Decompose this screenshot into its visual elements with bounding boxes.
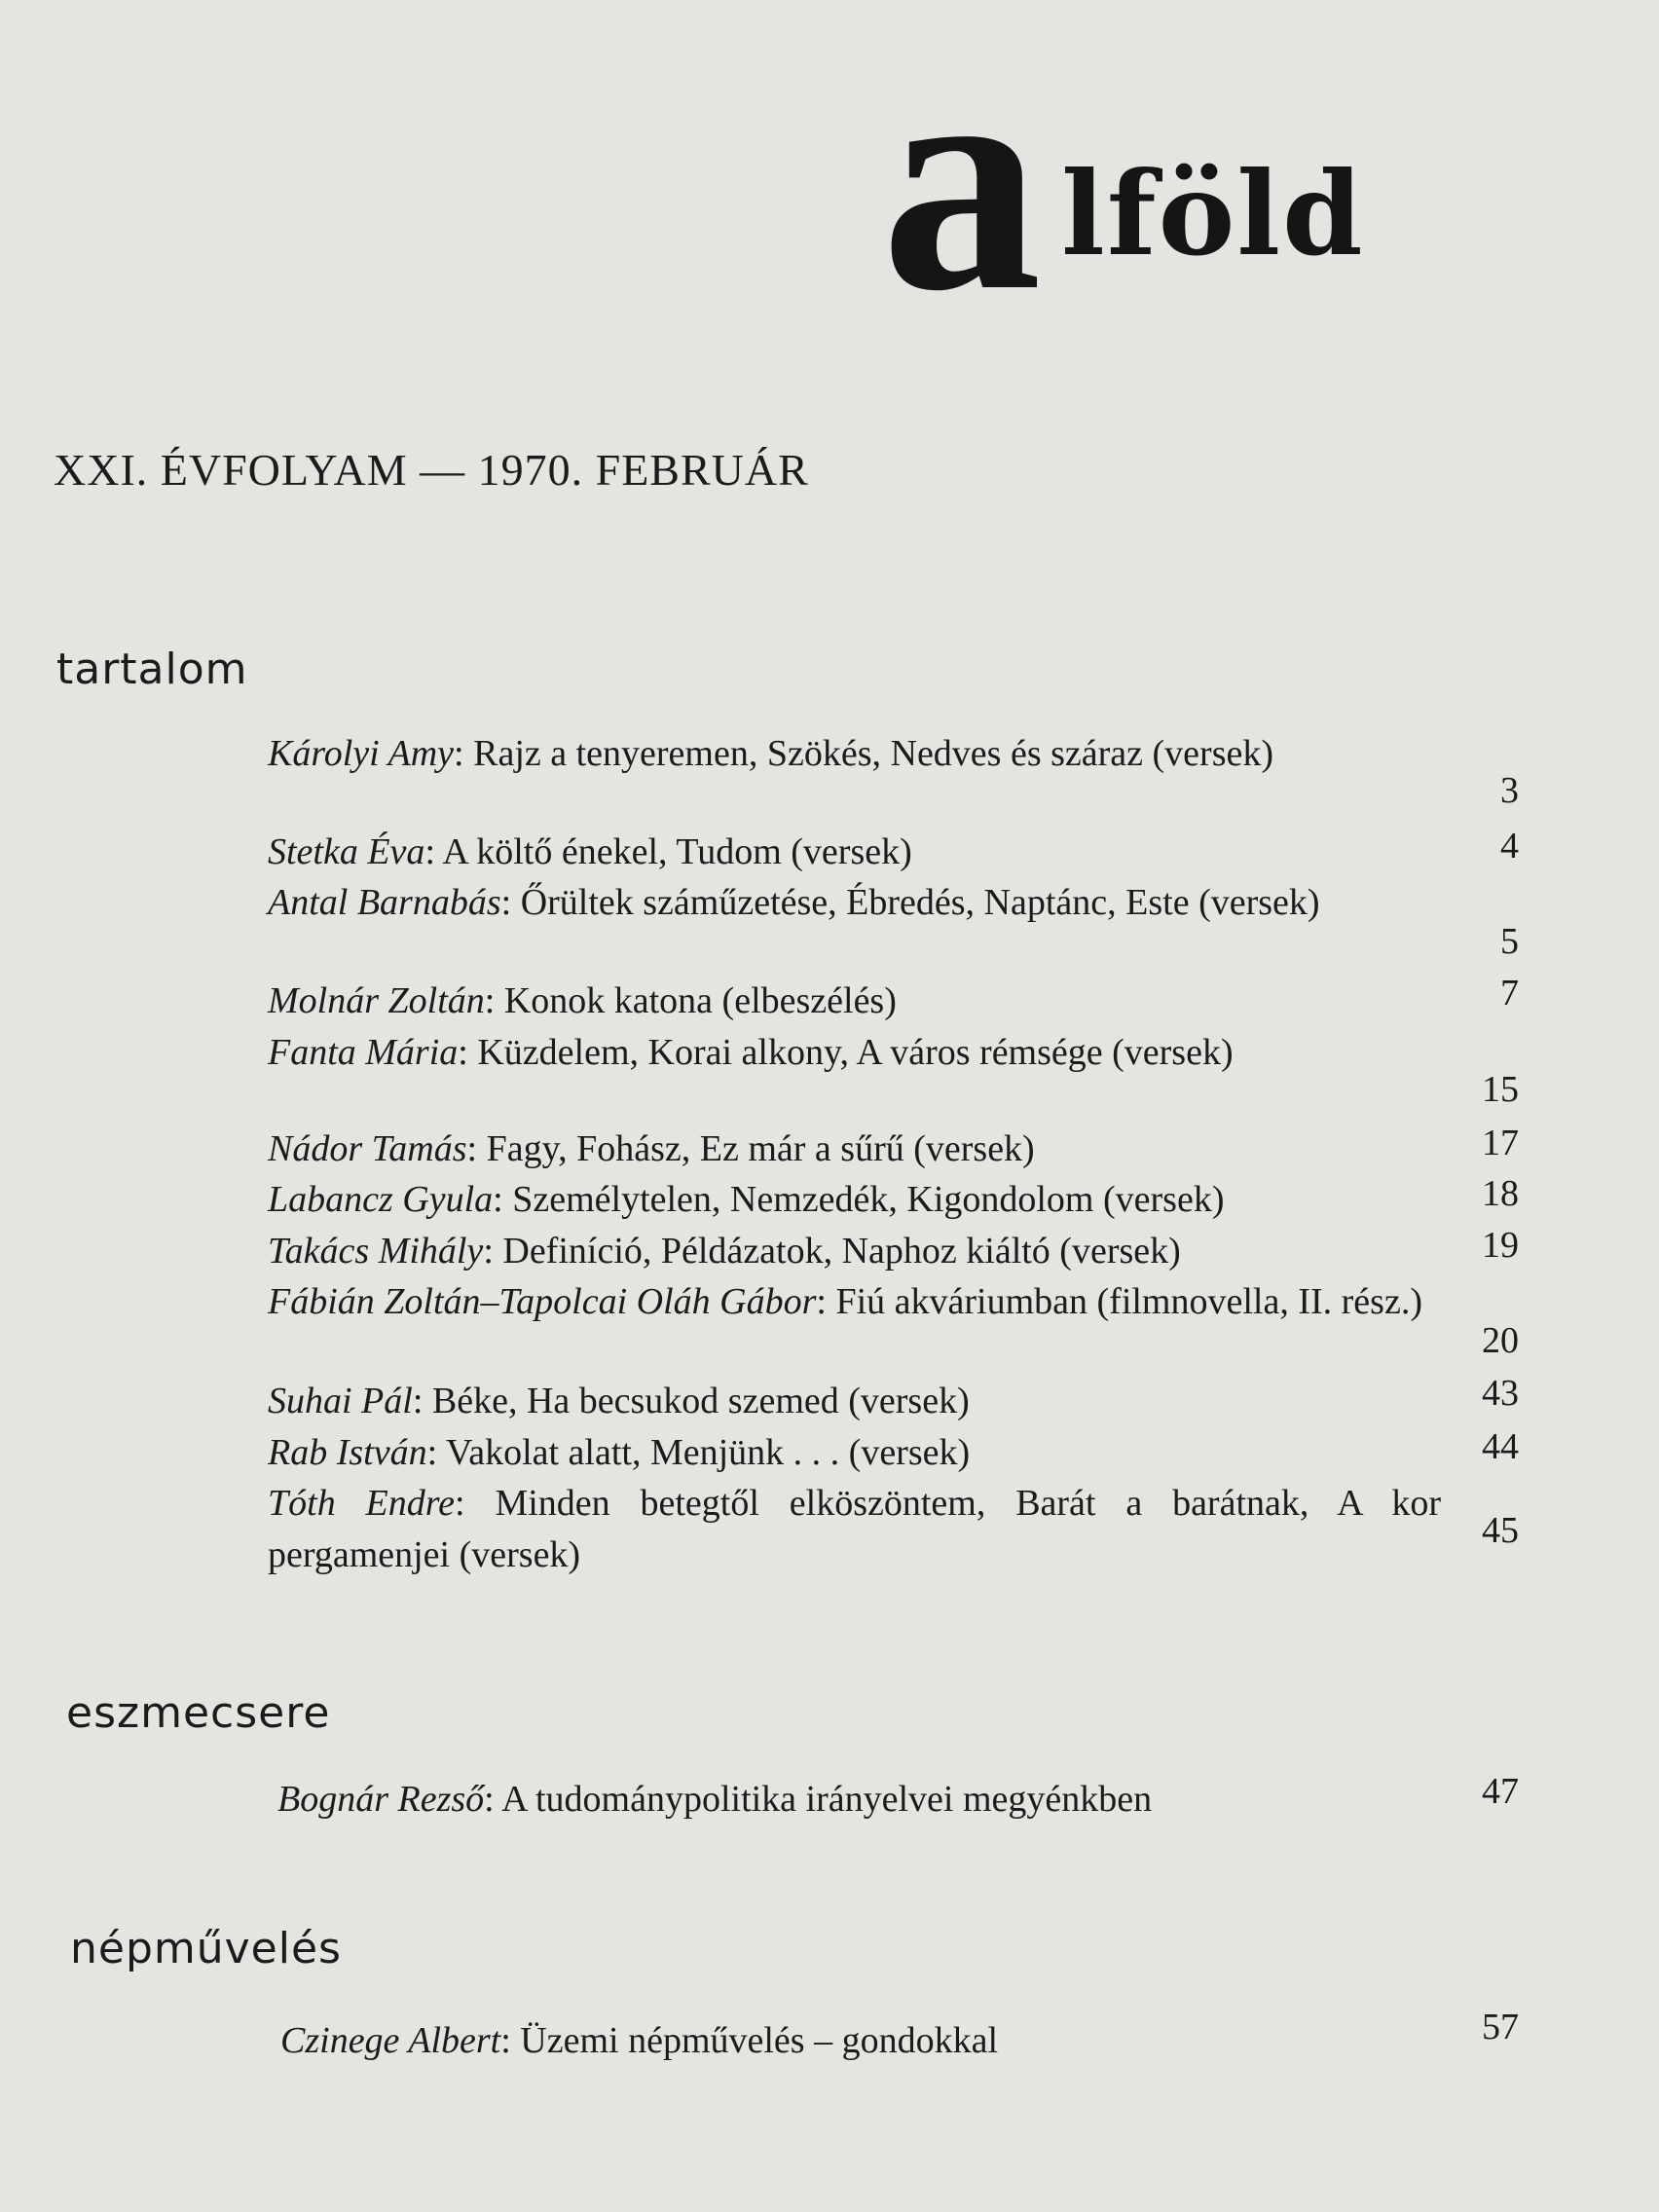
toc-title: Üzemi népművelés – gondokkal (520, 2020, 998, 2061)
toc-title: Definíció, Példázatok, Naphoz kiáltó (versek) (502, 1231, 1181, 1272)
toc-entry: Stetka Éva: A költő énekel, Tudom (versek) 4 (268, 827, 1519, 878)
toc-entry: Tóth Endre: Minden betegtől elköszöntem, Barát a barátnak, A kor pergamenjei (versek) 45 (268, 1483, 1519, 1575)
issue-line: XXI. ÉVFOLYAM — 1970. FEBRUÁR (54, 445, 809, 495)
toc-page-number: 57 (1482, 2007, 1519, 2047)
toc-title: Konok katona (elbeszélés) (503, 980, 897, 1021)
toc-author: Molnár Zoltán (268, 980, 485, 1021)
toc-page-number: 47 (1482, 1771, 1519, 1812)
toc-entry: Károlyi Amy: Rajz a tenyeremen, Szökés, Nedves és száraz (versek) 3 (268, 728, 1519, 831)
toc-author: Fábián Zoltán–Tapolcai Oláh Gábor (268, 1281, 817, 1322)
toc-entry: Fábián Zoltán–Tapolcai Oláh Gábor: Fiú akváriumban (filmnovella, II. rész.) 20 (268, 1276, 1519, 1380)
toc-author: Antal Barnabás (268, 882, 501, 923)
toc-title: Fiú akváriumban (filmnovella, II. rész.) (835, 1281, 1422, 1322)
toc-entry: Nádor Tamás: Fagy, Fohász, Ez már a sűrű (versek) 17 (268, 1124, 1519, 1175)
toc-entry: Czinege Albert: Üzemi népművelés – gondokkal 57 (280, 2015, 1519, 2067)
toc-page-number: 19 (1482, 1225, 1519, 1266)
masthead-logo-text: lföld (1061, 146, 1365, 281)
toc-title: A költő énekel, Tudom (versek) (442, 831, 912, 872)
toc-entry: Takács Mihály: Definíció, Példázatok, Naphoz kiáltó (versek) 19 (268, 1226, 1519, 1277)
toc-author: Takács Mihály (268, 1231, 484, 1272)
toc-author: Stetka Éva (268, 831, 425, 872)
section-title-tartalom: tartalom (56, 645, 248, 694)
toc-entry: Fanta Mária: Küzdelem, Korai alkony, A város rémsége (versek) 15 (268, 1027, 1519, 1130)
toc-page-number: 44 (1482, 1426, 1519, 1467)
toc-page-number: 20 (1482, 1320, 1519, 1361)
toc-page-number: 17 (1482, 1123, 1519, 1163)
toc-entry: Rab István: Vakolat alatt, Menjünk . . . (versek) 44 (268, 1427, 1519, 1479)
toc-page-number: 15 (1482, 1069, 1519, 1110)
toc-author: Czinege Albert (280, 2020, 501, 2061)
toc-title: Béke, Ha becsukod szemed (versek) (431, 1381, 970, 1421)
toc-author: Tóth Endre (268, 1483, 456, 1524)
toc-entry: Molnár Zoltán: Konok katona (elbeszélés) 7 (268, 976, 1519, 1027)
toc-author: Rab István (268, 1432, 427, 1473)
toc-page-number: 7 (1500, 973, 1519, 1014)
toc-title: Küzdelem, Korai alkony, A város rémsége (versek) (477, 1032, 1234, 1073)
toc-author: Suhai Pál (268, 1381, 413, 1421)
toc-author: Bognár Rezső (277, 1779, 485, 1820)
toc-page-number: 3 (1500, 770, 1519, 811)
toc-page-number: 4 (1500, 826, 1519, 866)
toc-entry: Bognár Rezső: A tudománypolitika irányelvei megyénkben 47 (277, 1774, 1519, 1825)
toc-page-number: 43 (1482, 1373, 1519, 1414)
toc-title: Őrültek száműzetése, Ébredés, Naptánc, Este (versek) (520, 882, 1320, 923)
toc-author: Nádor Tamás (268, 1128, 467, 1169)
toc-entry: Antal Barnabás: Őrültek száműzetése, Ébredés, Naptánc, Este (versek) 5 (268, 877, 1519, 980)
toc-page-number: 18 (1482, 1173, 1519, 1214)
masthead-logo-initial: a (881, 2, 1042, 357)
toc-entry: Labancz Gyula: Személytelen, Nemzedék, Kigondolom (versek) 18 (268, 1174, 1519, 1226)
toc-author: Károlyi Amy (268, 733, 455, 774)
section-title-nepmuveles: népművelés (70, 1924, 342, 1973)
toc-title: A tudománypolitika irányelvei megyénkben (501, 1779, 1153, 1820)
toc-title: Vakolat alatt, Menjünk . . . (versek) (445, 1432, 971, 1473)
toc-title: Rajz a tenyeremen, Szökés, Nedves és száraz (versek) (473, 733, 1274, 774)
section-title-eszmecsere: eszmecsere (66, 1688, 331, 1738)
toc-page-number: 45 (1482, 1510, 1519, 1551)
toc-title: Fagy, Fohász, Ez már a sűrű (versek) (486, 1128, 1035, 1169)
toc-page-number: 5 (1500, 921, 1519, 962)
toc-entry: Suhai Pál: Béke, Ha becsukod szemed (versek) 43 (268, 1376, 1519, 1427)
toc-author: Fanta Mária (268, 1032, 459, 1073)
toc-title: Személytelen, Nemzedék, Kigondolom (versek) (512, 1179, 1225, 1220)
toc-author: Labancz Gyula (268, 1179, 494, 1220)
toc-title: Minden betegtől elköszöntem, Barát a barátnak, A kor pergamenjei (versek) (268, 1483, 1441, 1575)
